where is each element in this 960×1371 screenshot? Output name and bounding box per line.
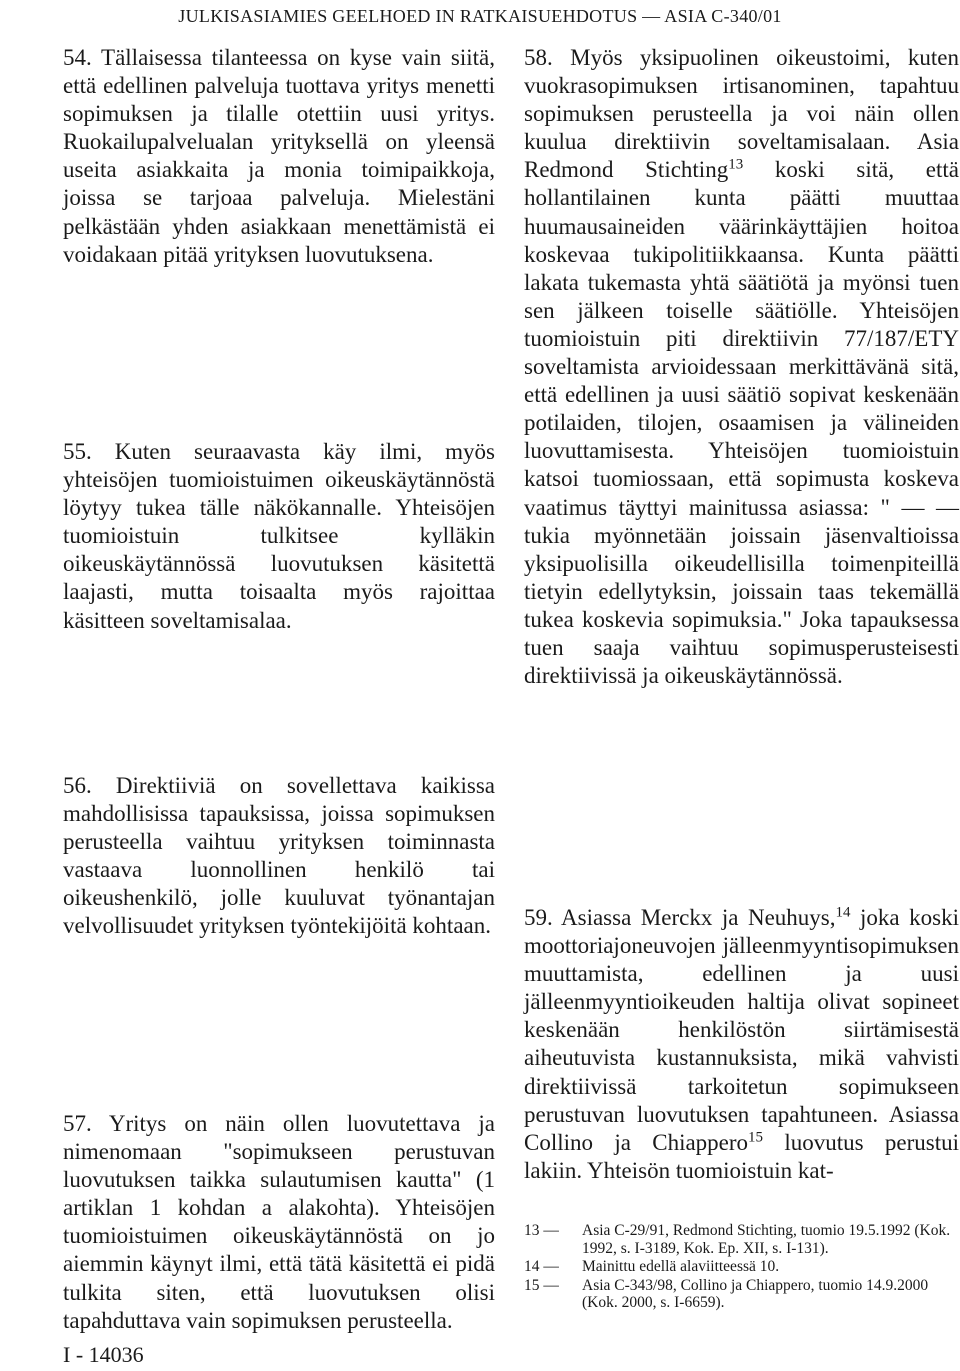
paragraph-54 [63, 44, 495, 269]
footnotes [524, 1222, 959, 1313]
paragraph-text: Yritys on näin ollen luovutettava ja nimenomaan "sopimukseen perustuvan luovutuksen taikka sulautumisen kautta" (1 artiklan 1 kohdan a alakohta). Yhteisöjen tuomioistuimen oikeuskäytännöstä on jo aiemmin käynyt ilmi, että tätä käsitettä ei pidä tulkita siten, että luovutuksen olisi tapahduttava vain sopimuksen perusteella. [63, 1111, 495, 1333]
paragraph-number: 58. [524, 45, 553, 70]
paragraph-text: Kuten seuraavasta käy ilmi, myös yhteisöjen tuomioistuimen oikeuskäytännöstä löytyy tukea tälle näkökannalle. Yhteisöjen tuomioistuin tulkitsee kylläkin oikeuskäytännössä luovutuksen käsitettä laajasti, mutta toisaalta myös rajoittaa käsitteen soveltamisalaa. [63, 439, 496, 633]
paragraph-text: joka koski moottoriajoneuvojen jälleenmyyntisopimuksen muuttamista, edellinen ja uusi jälleenmyyntioikeuden haltija olivat sopineet keskenään henkilöstön siirtämisestä aiheutuvista kustannuksista, mikä vahvisti direktiivissä tarkoitetun sopimukseen perustuvan luovutuksen tapahtuneen. Asiassa Collino ja Chiappero [524, 905, 959, 1155]
paragraph-text: luovutus perustui lakiin. Yhteisön tuomioistuin kat- [524, 1129, 959, 1183]
footnote-13 [524, 1222, 959, 1257]
footnote-text: Mainittu edellä alaviitteessä 10. [582, 1258, 780, 1275]
paragraph-text: Tällaisessa tilanteessa on kyse vain siitä, että edellinen palveluja tuottava yritys menetti sopimuksen ja tilalle otettiin uusi yritys. Ruokailupalvelualan yrityksellä on yleensä useita asiakkaita ja monia toimipaikkoja, joissa se tarjoaa palveluja. Mielestäni pelkästään yhden asiakkaan menettämistä ei voidakaan pitää yrityksen luovutuksena. [63, 45, 495, 267]
running-header: JULKISASIAMIES GEELHOED IN RATKAISUEHDOTUS — ASIA C-340/01 [178, 6, 782, 26]
footnote-15 [524, 1277, 959, 1312]
footnote-number: 13 — [524, 1222, 559, 1239]
paragraph-59 [524, 904, 959, 1185]
paragraph-text: Myös yksipuolinen oikeustoimi, kuten vuokrasopimuksen irtisanominen, tapahtuu sopimuksen perusteella ja voi näin ollen kuulua direktiivin soveltamisalaan. Asia Redmond Stichting [524, 45, 959, 183]
paragraph-number: 57. [63, 1111, 92, 1136]
footnote-ref[interactable]: 14 [835, 904, 851, 921]
paragraph-56 [63, 772, 495, 941]
paragraph-number: 54. [63, 45, 92, 70]
footnote-number: 15 — [524, 1276, 559, 1294]
paragraph-58 [524, 44, 959, 690]
footnote-ref[interactable]: 13 [728, 156, 744, 173]
footnote-text: Asia C-29/91, Redmond Stichting, tuomio 19.5.1992 (Kok. 1992, s. I-3189, Kok. Ep. XII, s. I-131). [582, 1222, 951, 1257]
paragraph-number: 59. [524, 905, 553, 930]
paragraph-text: Direktiiviä on sovellettava kaikissa mahdollisissa tapauksissa, joissa sopimuksen perusteella vaihtuu yrityksen toiminnasta vastaava luonnollinen henkilö tai oikeushenkilö, jolle kuuluvat työnantajan velvollisuudet yrityksen työntekijöitä kohtaan. [63, 773, 495, 939]
paragraph-number: 55. [63, 439, 92, 464]
footnote-14 [524, 1258, 959, 1276]
footnote-number: 14 — [524, 1258, 559, 1275]
paragraph-number: 56. [63, 773, 92, 798]
paragraph-55 [63, 438, 495, 635]
paragraph-text: koski sitä, että hollantilainen kunta päätti muuttaa huumausaineiden väärinkäyttäjien hoitoa koskevaa tukipolitiikkaansa. Kunta päätti lakata tukemasta yhtä säätiötä ja myönsi tuen sen jälkeen toiselle säätiölle. Yhteisöjen tuomioistuin piti direktiivin 77/187/ETY soveltamista arvioidessaan merkittävänä sitä, että edellinen ja uusi säätiö sopivat keskenään potilaiden, tilojen, osaamisen ja välineiden luovuttamisesta. Yhteisöjen tuomioistuin katsoi tuomiossaan, että sopimusta koskeva vaatimus täyttyi mainitussa asiassa: " — — tukia myönnetään joissain jäsenvaltioissa yksipuolisilla oikeudellisilla toimenpiteillä tietyin edellytyksin, joissain taas tekemällä tukea koskevia sopimuksia." Joka tapauksessa tuen saaja vaihtuu sopimusperusteisesti direktiivissä ja oikeuskäytännössä. [524, 157, 960, 689]
page-number: I - 14036 [63, 1342, 144, 1367]
paragraph-57 [63, 1110, 495, 1335]
paragraph-text: Asiassa Merckx ja Neuhuys, [561, 905, 836, 930]
footnote-text: Asia C-343/98, Collino ja Chiappero, tuomio 14.9.2000 (Kok. 2000, s. I-6659). [582, 1276, 929, 1311]
footnote-ref[interactable]: 15 [748, 1129, 764, 1146]
